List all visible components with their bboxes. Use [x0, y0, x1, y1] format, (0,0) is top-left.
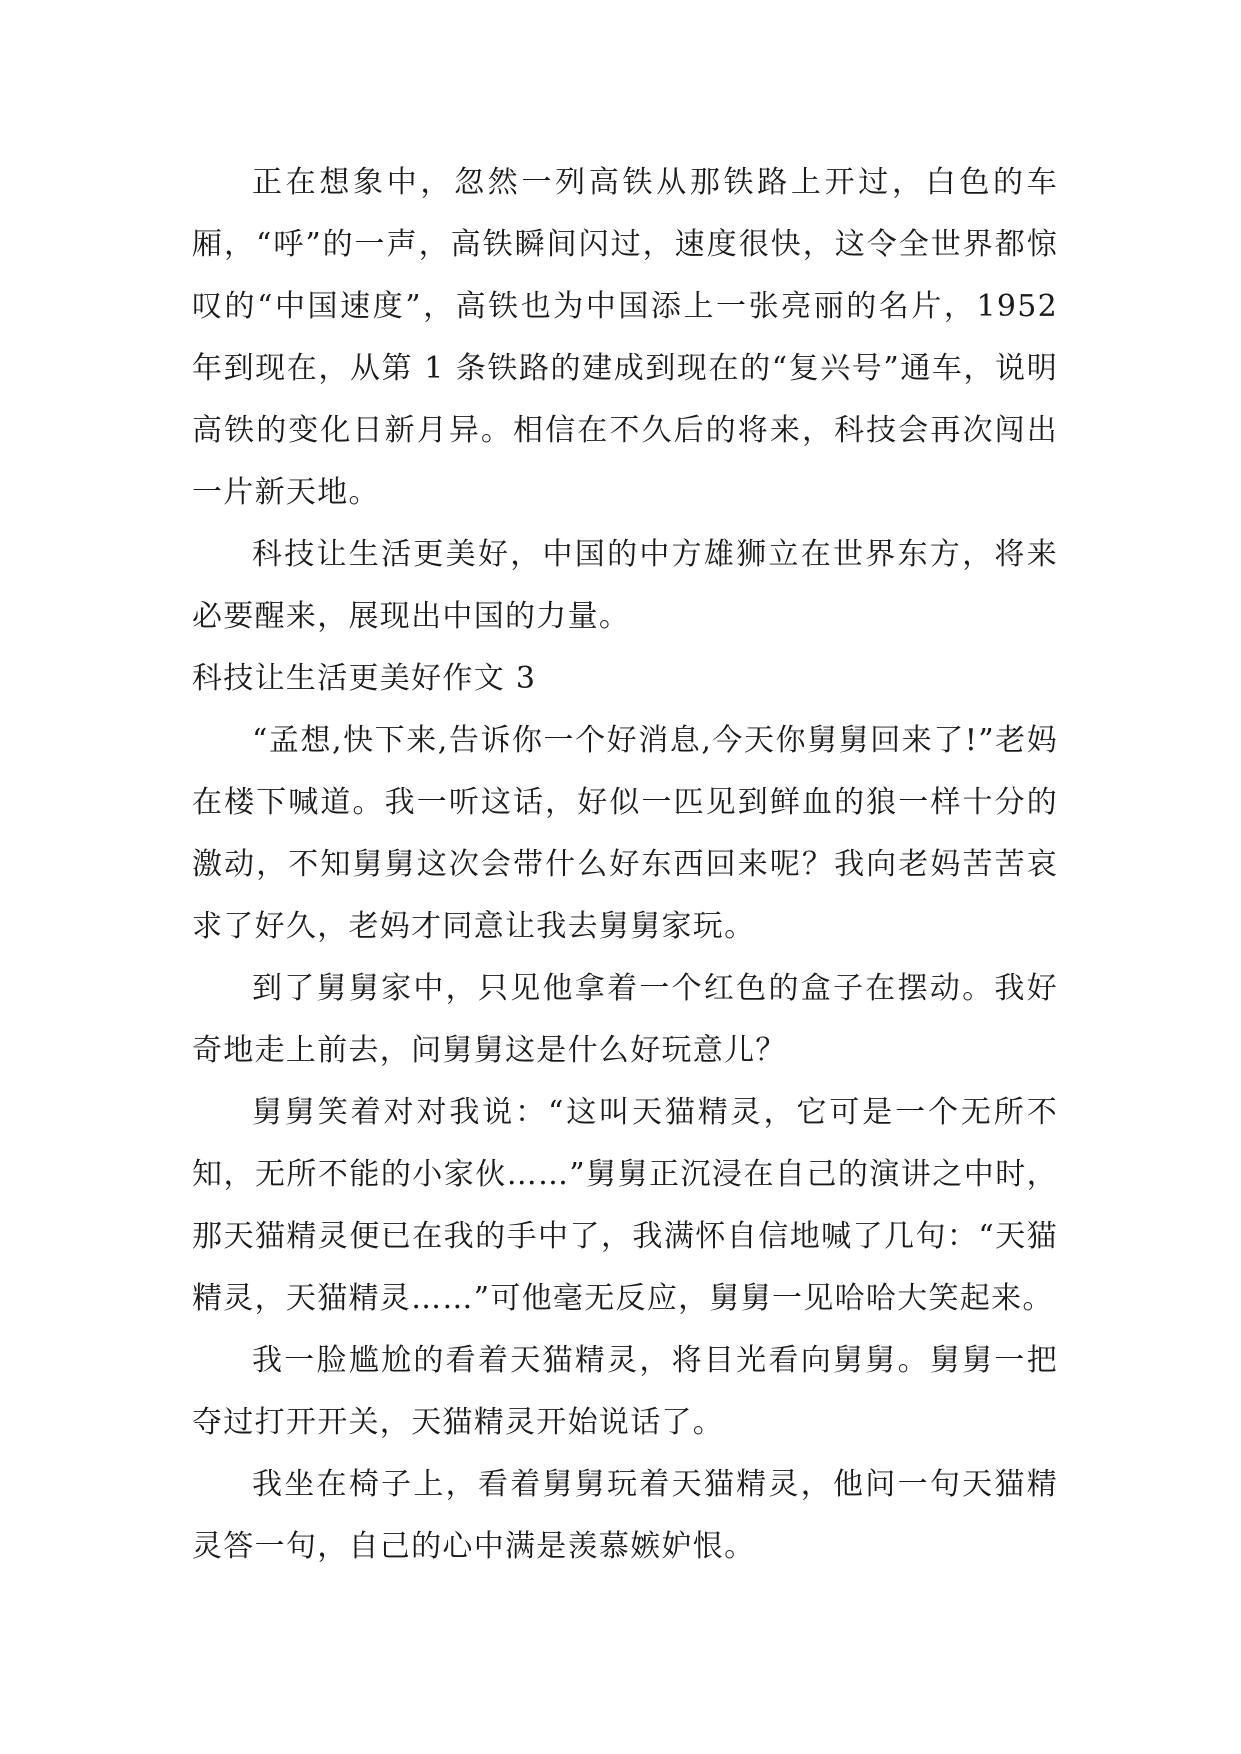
document-body — [192, 152, 1058, 1578]
paragraph-switch-on: 我一脸尴尬的看着天猫精灵，将目光看向舅舅。舅舅一把夺过打开开关，天猫精灵开始说话了。 — [192, 1343, 1058, 1440]
paragraph-china-lion: 科技让生活更美好，中国的中方雄狮立在世界东方，将来必要醒来，展现出中国的力量。 — [192, 537, 1058, 634]
essay-heading: 科技让生活更美好作文 3 — [192, 661, 537, 696]
paragraph-high-speed-rail: 正在想象中，忽然一列高铁从那铁路上开过，白色的车厢，“呼”的一声，高铁瞬间闪过，速度很快，这令全世界都惊叹的“中国速度”，高铁也为中国添上一张亮丽的名片，1952 年到现在，从第 1 条铁路的建成到现在的“复兴号”通车，说明高铁的变化日新月异。相信在不久后的将来，科技会再次闯出一片新天地。 — [192, 165, 1058, 510]
paragraph-envy: 我坐在椅子上，看着舅舅玩着天猫精灵，他问一句天猫精灵答一句，自己的心中满是羡慕嫉妒恨。 — [192, 1467, 1058, 1564]
paragraph-mom-calls: “孟想,快下来,告诉你一个好消息,今天你舅舅回来了!”老妈在楼下喊道。我一听这话，好似一匹见到鲜血的狼一样十分的激动，不知舅舅这次会带什么好东西回来呢？我向老妈苦苦哀求了好久，老妈才同意让我去舅舅家玩。 — [192, 723, 1058, 944]
paragraph-uncle-explains: 舅舅笑着对对我说：“这叫天猫精灵，它可是一个无所不知，无所不能的小家伙……”舅舅正沉浸在自己的演讲之中时，那天猫精灵便已在我的手中了，我满怀自信地喊了几句：“天猫精灵，天猫精灵……”可他毫无反应，舅舅一见哈哈大笑起来。 — [192, 1095, 1058, 1316]
paragraph-red-box: 到了舅舅家中，只见他拿着一个红色的盒子在摆动。我好奇地走上前去，问舅舅这是什么好玩意儿？ — [192, 971, 1058, 1068]
